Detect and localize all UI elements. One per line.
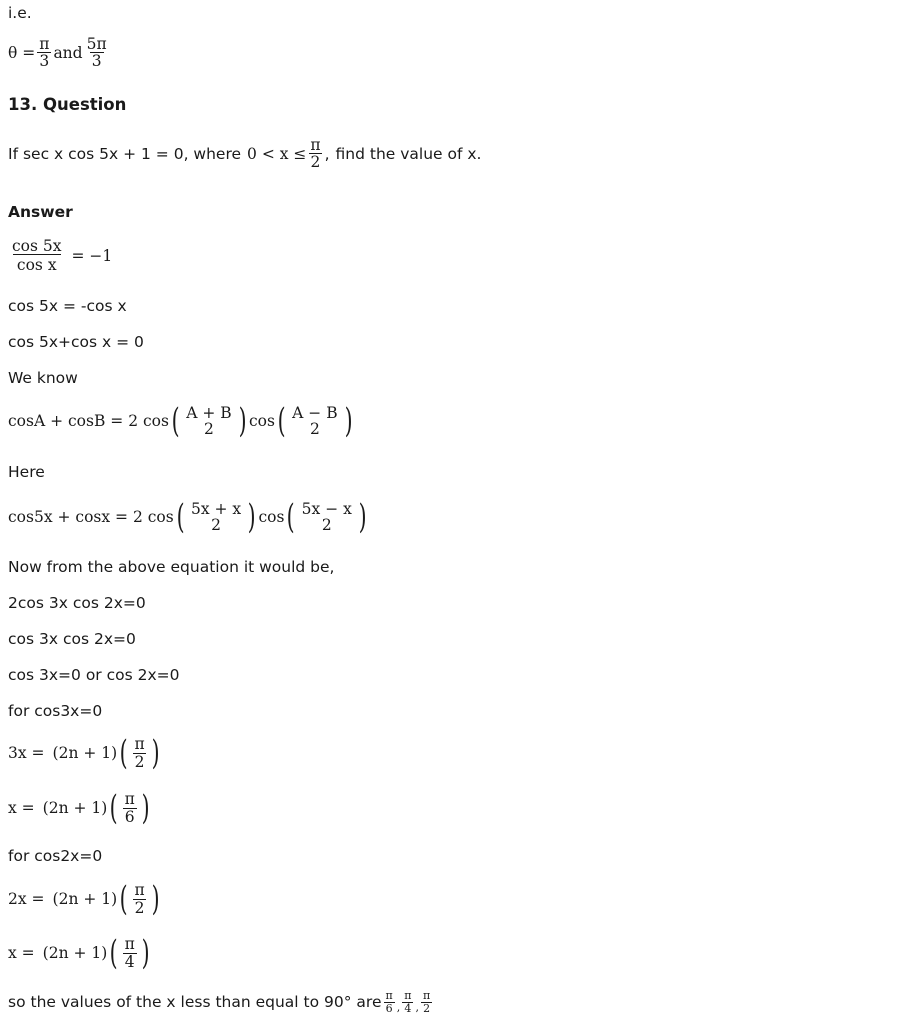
here-text: Here — [8, 463, 45, 481]
case-2-label: for cos2x=0 — [8, 847, 103, 865]
final-value-1: $\frac{\pi}{6}$ — [385, 989, 393, 1015]
theta-equation — [8, 36, 111, 70]
theta-lhs: θ = — [8, 43, 36, 62]
final-value-2: $\frac{\pi}{4}$ — [404, 989, 412, 1015]
step-3: cos 5x+cos x = 0 — [8, 333, 144, 351]
answer-title: Answer — [8, 203, 73, 221]
equation-3: cos 3x=0 or cos 2x=0 — [8, 666, 180, 684]
theta-frac-1: $\frac{\pi}{3}$ — [39, 35, 50, 71]
final-value-3: $\frac{\pi}{2}$ — [422, 989, 431, 1015]
applied-identity: cos5x + cosx = 2 cos ( 5x + x 2 ) cos ( 5x − x 2 ) — [8, 497, 367, 537]
solution-2a: 2x = (2n + 1) ( $\frac{\pi}{2}$ ) — [8, 879, 160, 919]
intro-text: i.e. — [8, 4, 32, 22]
we-know: We know — [8, 369, 78, 387]
final-answer: so the values of the x less than equal to 90° are $\frac{\pi}{6}$ , $\frac{\pi}{4}$ , $\frac{\pi}{2}$ — [8, 989, 431, 1015]
sum-to-product-identity: cosA + cosB = 2 cos ( A + B 2 ) cos ( A − B 2 ) — [8, 401, 353, 441]
equation-2: cos 3x cos 2x=0 — [8, 630, 136, 648]
step-1: $\frac{\cos 5x}{\text{cos x}}$ = −1 — [12, 237, 113, 275]
equation-1: 2cos 3x cos 2x=0 — [8, 594, 146, 612]
theta-frac-2: $\frac{5\pi}{3}$ — [86, 35, 107, 71]
case-1-label: for cos3x=0 — [8, 702, 103, 720]
question-title: 13. Question — [8, 95, 127, 114]
now-text: Now from the above equation it would be, — [8, 558, 335, 576]
solution-1a: 3x = (2n + 1) ( $\frac{\pi}{2}$ ) — [8, 733, 160, 773]
question-text: If sec x cos 5x + 1 = 0, where 0 < x ≤ $\frac{\pi}{2}$ , find the value of x. — [8, 136, 482, 172]
solution-2b: x = (2n + 1) ( $\frac{\pi}{4}$ ) — [8, 933, 150, 973]
question-frac: $\frac{\pi}{2}$ — [310, 136, 321, 172]
solution-1b: x = (2n + 1) ( $\frac{\pi}{6}$ ) — [8, 788, 150, 828]
step-2: cos 5x = -cos x — [8, 297, 127, 315]
theta-conj: and — [53, 43, 83, 62]
